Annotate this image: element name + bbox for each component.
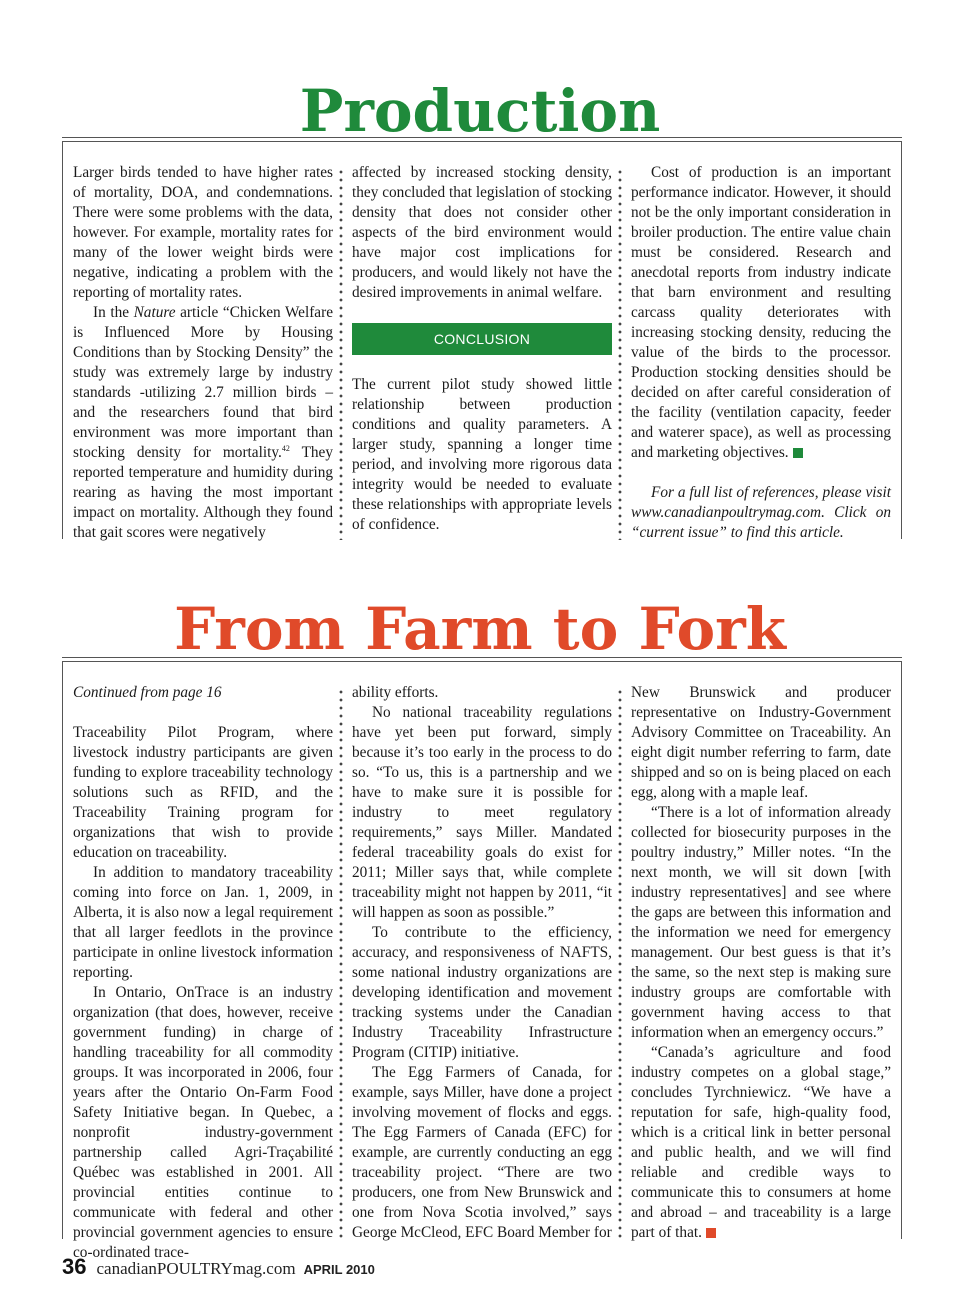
section-rule [62,137,902,142]
column-divider [339,168,343,540]
footnote-marker: 42 [281,443,290,453]
left-border [62,141,63,539]
references-note: For a full list of references, please visit www.canadianpoultrymag.com. Click on “current issue” to find this article. [631,484,891,541]
publication-name: Nature [133,304,176,321]
farm-column-2 [352,683,612,1243]
paragraph: In the Nature article “Chicken Welfare is Influenced More by Housing Conditions than by Stocking Density” the study was extremely large by industry standards -utilizing 2.7 million birds – and the researchers found that bird environment was more important than stocking density for mortality.$^{42}$ They reported temperature and humidity during rearing as having the most important impact on mortality. Although they found that gait scores were negatively [73,304,333,541]
right-border [901,661,902,1239]
farm-column-1 [73,683,333,1263]
paragraph: The Egg Farmers of Canada, for example, says Miller, have done a project involving movement of flocks and eggs. The Egg Farmers of Canada (EFC) for example, are currently conducting an egg traceability project. “There are two producers, one from New Brunswick and one from Nova Scotia involved,” says George McCleod, EFC Board Member for [352,1064,612,1241]
left-border [62,661,63,1239]
column-divider [618,168,622,540]
right-border [901,141,902,539]
page-footer [62,1254,375,1280]
paragraph: In addition to mandatory traceability coming into force on Jan. 1, 2009, in Alberta, it is also now a legal requirement that all larger feedlots in the province participate in online livestock information reporting. [73,864,333,981]
production-column-3 [631,163,891,543]
continued-note: Continued from page 16 [73,684,222,701]
paragraph: affected by increased stocking density, they concluded that legislation of stocking density that does not consider other aspects of the bird environment would have major cost implications for producers, and would likely not have the desired improvements in animal welfare. [352,164,612,301]
page-number: 36 [62,1254,87,1279]
paragraph: New Brunswick and producer representative on Industry-Government Advisory Committee on Traceability. An eight digit number referring to farm, date shipped and so on is being placed on each egg, along with a maple leaf. [631,684,891,801]
website-link[interactable]: canadianPOULTRYmag.com [96,1259,296,1278]
paragraph: Cost of production is an important performance indicator. However, it should not be the only important consideration in broiler production. The entire value chain must be considered. Research and anecdotal reports from industry indicate that barn environment and resulting carcass quality deteriorates with increasing stocking density, reducing the value of the birds to the processor. Production stocking densities should be decided on after careful consideration of the facility (ventilation capacity, feeder and waterer space), as well as processing and marketing objectives. [631,164,891,461]
farm-to-fork-title: From Farm to Fork [174,595,786,663]
paragraph: In Ontario, OnTrace is an industry organization (that does, however, receive government funding) in charge of handling traceability for all commodity groups. It was incorporated in 2006, four years after the Ontario On-Farm Food Safety Initiative began. In Quebec, a nonprofit industry-government partnership called Agri-Traçabilité Québec was established in 2001. All provincial entities continue to communicate with federal and other provincial government agencies to ensure co-ordinated trace- [73,984,333,1261]
column-divider [618,688,622,1240]
production-title: Production [299,77,661,145]
end-mark-icon [706,1228,716,1238]
paragraph: “There is a lot of information already collected for biosecurity purposes in the poultry industry,” Miller notes. “In the next month, we will sit down [with industry representatives] and see where the gaps are between this information and the information we need for emergency management. Our best guess is that it’s the same, so the next step is making sure industry groups are comfortable with government having access to that information when an emergency occurs.” [631,804,891,1041]
farm-column-3 [631,683,891,1243]
column-divider [339,688,343,1240]
paragraph: Larger birds tended to have higher rates of mortality, DOA, and condemnations. There were some problems with the data, however. For example, mortality rates for many of the lower weight birds were negative, indicating a problem with the reporting of mortality rates. [73,164,333,301]
conclusion-banner: CONCLUSION [352,323,612,355]
production-column-2 [352,163,612,535]
paragraph: The current pilot study showed little relationship between production conditions and quality parameters. A larger study, spanning a longer time period, and involving more rigorous data integrity would be needed to evaluate these relationships with appropriate levels of confidence. [352,376,612,533]
issue-date: APRIL 2010 [303,1262,375,1277]
paragraph: “Canada’s agriculture and food industry competes on a global stage,” concludes Tyrchniewicz. “We have a reputation for safe, high-quality food, which is a critical link in better personal and public health, and we will find reliable and credible ways to communicate this to consumers at home and abroad – and traceability is a large part of that. [631,1044,891,1241]
end-mark-icon [793,448,803,458]
production-column-1 [73,163,333,543]
paragraph: To contribute to the efficiency, accuracy, and responsiveness of NAFTS, some national industry organizations are developing identification and movement tracking systems under the Canadian Industry Traceability Infrastructure Program (CITIP) initiative. [352,924,612,1061]
paragraph: No national traceability regulations have yet been put forward, simply because it’s too early in the process to do so. “To us, this is a partnership and we have to make sure it is possible for industry to meet regulatory requirements,” says Miller. Mandated federal traceability goals do exist for 2011; Miller says that, while complete traceability might not happen by 2011, “it will happen as soon as possible.” [352,704,612,921]
paragraph: ability efforts. [352,684,439,701]
section-rule [62,657,902,662]
paragraph: Traceability Pilot Program, where livestock industry participants are given funding to explore traceability technology solutions such as RFID, and the Traceability Training program for organizations that wish to provide education on traceability. [73,724,333,861]
